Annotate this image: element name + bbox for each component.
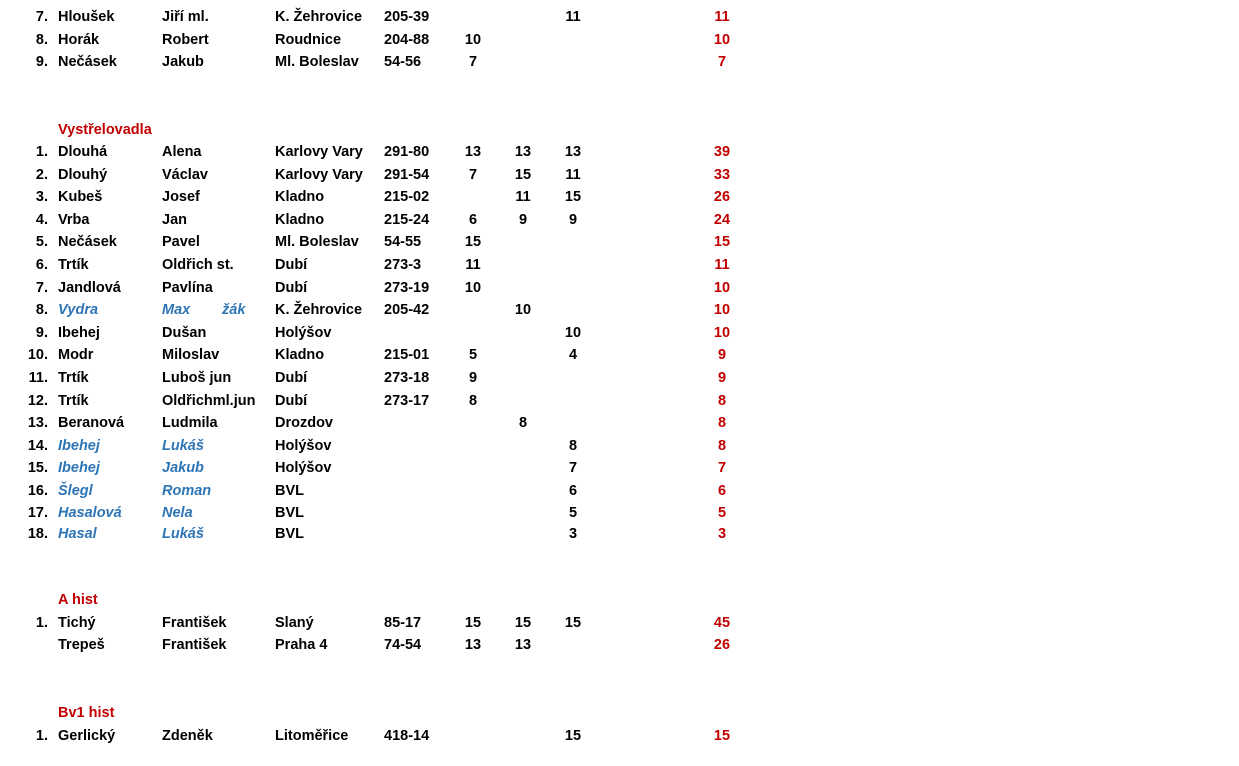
cell-total: 9 [717, 347, 727, 363]
table-row [0, 457, 1239, 479]
table-row [0, 322, 1239, 344]
cell-firstname: Luboš jun [162, 370, 232, 386]
cell-surname: Gerlický [58, 728, 116, 744]
cell-club: Holýšov [275, 460, 332, 476]
cell-surname: Trtík [58, 393, 89, 409]
cell-club: Roudnice [275, 31, 342, 48]
cell-s1: 7 [468, 167, 478, 183]
cell-surname: Dlouhá [58, 144, 108, 160]
cell-total: 10 [713, 325, 731, 341]
cell-no: 6. [35, 257, 48, 273]
cell-surname: Trtík [58, 370, 89, 386]
cell-s2: 13 [514, 637, 532, 653]
cell-firstname: Pavlína [162, 280, 213, 296]
cell-id: 273-18 [384, 370, 430, 386]
cell-total: 8 [717, 438, 727, 454]
cell-s3: 15 [564, 615, 582, 631]
cell-no: 5. [35, 234, 48, 250]
cell-total: 8 [717, 415, 727, 431]
table-row [0, 344, 1239, 366]
cell-club: Holýšov [275, 325, 332, 341]
cell-id: 273-3 [384, 257, 422, 273]
cell-surname: Ibehej [58, 438, 100, 454]
cell-club: Dubí [275, 393, 308, 409]
cell-firstname: Oldřich st. [162, 257, 234, 273]
table-row [0, 254, 1239, 276]
cell-s3: 15 [564, 189, 582, 205]
cell-no: 1. [35, 728, 48, 744]
cell-id: 273-17 [384, 393, 430, 409]
cell-s1: 15 [464, 615, 482, 631]
cell-firstname: Jakub [162, 460, 204, 476]
cell-s1: 10 [464, 31, 482, 48]
cell-firstname: Pavel [162, 234, 200, 250]
cell-surname: Trtík [58, 257, 89, 273]
cell-s3: 6 [568, 483, 578, 499]
cell-id: 205-39 [384, 9, 430, 25]
cell-s1: 5 [468, 347, 478, 363]
cell-club: Drozdov [275, 415, 333, 431]
cell-surname: Beranová [58, 415, 125, 431]
cell-no: 16. [27, 483, 48, 499]
section-heading: Bv1 hist [58, 705, 115, 721]
cell-club: Holýšov [275, 438, 332, 454]
cell-extra: žák [222, 302, 246, 318]
section-heading: A hist [58, 592, 98, 608]
cell-s1: 8 [468, 393, 478, 409]
cell-no: 7. [35, 280, 48, 296]
cell-club: BVL [275, 526, 304, 542]
table-row [0, 164, 1239, 186]
cell-s3: 11 [565, 9, 581, 25]
table-row [0, 725, 1239, 747]
cell-total: 33 [713, 167, 731, 183]
cell-total: 3 [717, 526, 727, 542]
cell-firstname: Václav [162, 167, 208, 183]
cell-surname: Vydra [58, 302, 99, 318]
table-row [0, 435, 1239, 457]
table-row [0, 6, 1239, 28]
cell-no: 15. [27, 460, 48, 476]
cell-club: Litoměřice [275, 728, 349, 744]
cell-total: 7 [717, 460, 727, 476]
table-row [0, 141, 1239, 163]
cell-total: 26 [713, 637, 731, 653]
cell-id: 291-80 [384, 144, 430, 160]
cell-firstname: Roman [162, 483, 212, 499]
table-row [0, 231, 1239, 253]
cell-id: 273-19 [384, 280, 430, 296]
cell-id: 205-42 [384, 302, 430, 318]
cell-club: Dubí [275, 280, 308, 296]
cell-s1: 9 [468, 370, 478, 386]
cell-s3: 7 [568, 460, 578, 476]
table-row [0, 390, 1239, 412]
cell-total: 10 [713, 31, 731, 48]
cell-firstname: Oldřichml.jun [162, 393, 256, 409]
cell-s3: 15 [564, 728, 582, 744]
cell-total: 6 [717, 483, 727, 499]
cell-s2: 8 [518, 415, 528, 431]
cell-club: BVL [275, 483, 304, 499]
cell-s3: 11 [565, 167, 581, 183]
cell-id: 85-17 [384, 615, 422, 631]
cell-s3: 3 [568, 526, 578, 542]
cell-s3: 4 [568, 347, 578, 363]
cell-no: 9. [35, 325, 48, 341]
cell-no: 12. [27, 393, 48, 409]
cell-club: Praha 4 [275, 637, 328, 653]
cell-no: 4. [35, 212, 48, 228]
cell-firstname: Robert [162, 31, 209, 48]
cell-club: Karlovy Vary [275, 144, 363, 160]
cell-firstname: František [162, 615, 227, 631]
cell-no: 13. [27, 415, 48, 431]
cell-club: Ml. Boleslav [275, 54, 359, 70]
cell-total: 26 [713, 189, 731, 205]
cell-id: 54-56 [384, 54, 422, 70]
cell-no: 18. [27, 526, 48, 542]
cell-surname: Horák [58, 31, 100, 48]
cell-no: 8. [35, 31, 48, 48]
cell-total: 15 [713, 234, 731, 250]
cell-total: 7 [717, 54, 727, 70]
cell-total: 9 [717, 370, 727, 386]
cell-club: Kladno [275, 212, 325, 228]
cell-firstname: Dušan [162, 325, 207, 341]
cell-firstname: Ludmila [162, 415, 218, 431]
table-row [0, 51, 1239, 73]
cell-total: 45 [713, 615, 731, 631]
cell-s2: 9 [518, 212, 528, 228]
cell-club: Slaný [275, 615, 314, 631]
cell-firstname: František [162, 637, 227, 653]
cell-s3: 13 [564, 144, 582, 160]
cell-club: Kladno [275, 347, 325, 363]
cell-surname: Nečásek [58, 54, 117, 70]
table-row [0, 502, 1239, 524]
cell-no: 11. [28, 370, 48, 386]
cell-total: 5 [717, 505, 727, 521]
table-row [0, 209, 1239, 231]
cell-s3: 8 [568, 438, 578, 454]
cell-firstname: Nela [162, 505, 193, 521]
cell-s1: 10 [464, 280, 482, 296]
cell-surname: Šlegl [58, 483, 93, 499]
cell-s1: 11 [465, 257, 481, 273]
cell-id: 215-24 [384, 212, 430, 228]
cell-no: 10. [27, 347, 48, 363]
cell-surname: Modr [58, 347, 94, 363]
cell-s1: 7 [468, 54, 478, 70]
cell-no: 8. [35, 302, 48, 318]
cell-surname: Hloušek [58, 9, 115, 25]
cell-total: 11 [714, 9, 730, 25]
table-row [0, 29, 1239, 51]
cell-no: 2. [35, 167, 48, 183]
cell-s2: 10 [514, 302, 532, 318]
cell-surname: Vrba [58, 212, 90, 228]
table-row [0, 367, 1239, 389]
cell-no: 14. [27, 438, 48, 454]
cell-surname: Trepeš [58, 637, 105, 653]
cell-id: 215-02 [384, 189, 430, 205]
table-row [0, 412, 1239, 434]
cell-s1: 15 [464, 234, 482, 250]
cell-total: 15 [713, 728, 731, 744]
cell-club: Dubí [275, 370, 308, 386]
cell-id: 204-88 [384, 31, 430, 48]
cell-total: 24 [713, 212, 731, 228]
cell-firstname: Jiří ml. [162, 9, 209, 25]
cell-firstname: Max [162, 302, 191, 318]
cell-firstname: Alena [162, 144, 202, 160]
cell-total: 8 [717, 393, 727, 409]
table-row [0, 523, 1239, 545]
cell-club: BVL [275, 505, 304, 521]
cell-id: 215-01 [384, 347, 430, 363]
cell-surname: Kubeš [58, 189, 103, 205]
cell-surname: Jandlová [58, 280, 121, 296]
cell-no: 1. [35, 144, 48, 160]
cell-surname: Tichý [58, 615, 96, 631]
cell-no: 3. [35, 189, 48, 205]
cell-firstname: Lukáš [162, 438, 204, 454]
cell-id: 291-54 [384, 167, 430, 183]
cell-s2: 15 [514, 167, 532, 183]
cell-club: Karlovy Vary [275, 167, 363, 183]
cell-s1: 13 [464, 144, 482, 160]
cell-surname: Nečásek [58, 234, 117, 250]
cell-surname: Dlouhý [58, 167, 108, 183]
cell-firstname: Jakub [162, 54, 204, 70]
table-row [0, 634, 1239, 656]
cell-club: K. Žehrovice [275, 302, 363, 318]
cell-firstname: Josef [162, 189, 200, 205]
cell-surname: Hasal [58, 526, 97, 542]
table-row [0, 299, 1239, 321]
section-heading: Vystřelovadla [58, 122, 152, 138]
cell-club: K. Žehrovice [275, 9, 363, 25]
cell-firstname: Jan [162, 212, 187, 228]
cell-firstname: Miloslav [162, 347, 220, 363]
cell-no: 17. [27, 505, 48, 521]
table-row [0, 480, 1239, 502]
cell-surname: Ibehej [58, 325, 100, 341]
cell-firstname: Lukáš [162, 526, 204, 542]
cell-total: 11 [714, 257, 730, 273]
cell-club: Ml. Boleslav [275, 234, 359, 250]
cell-total: 39 [713, 144, 731, 160]
cell-no: 9. [35, 54, 48, 70]
cell-id: 54-55 [384, 234, 422, 250]
cell-club: Dubí [275, 257, 308, 273]
cell-s2: 11 [515, 189, 531, 205]
cell-s3: 9 [568, 212, 578, 228]
cell-no: 7. [35, 9, 48, 25]
cell-s1: 13 [464, 637, 482, 653]
cell-s2: 15 [514, 615, 532, 631]
cell-surname: Hasalová [58, 505, 122, 521]
cell-no: 1. [35, 615, 48, 631]
cell-total: 10 [713, 302, 731, 318]
cell-s3: 10 [564, 325, 582, 341]
cell-club: Kladno [275, 189, 325, 205]
cell-s1: 6 [468, 212, 478, 228]
cell-id: 74-54 [384, 637, 422, 653]
table-row [0, 186, 1239, 208]
cell-firstname: Zdeněk [162, 728, 213, 744]
table-row [0, 612, 1239, 634]
cell-total: 10 [713, 280, 731, 296]
table-row [0, 277, 1239, 299]
cell-s2: 13 [514, 144, 532, 160]
cell-s3: 5 [568, 505, 578, 521]
cell-id: 418-14 [384, 728, 430, 744]
cell-surname: Ibehej [58, 460, 100, 476]
